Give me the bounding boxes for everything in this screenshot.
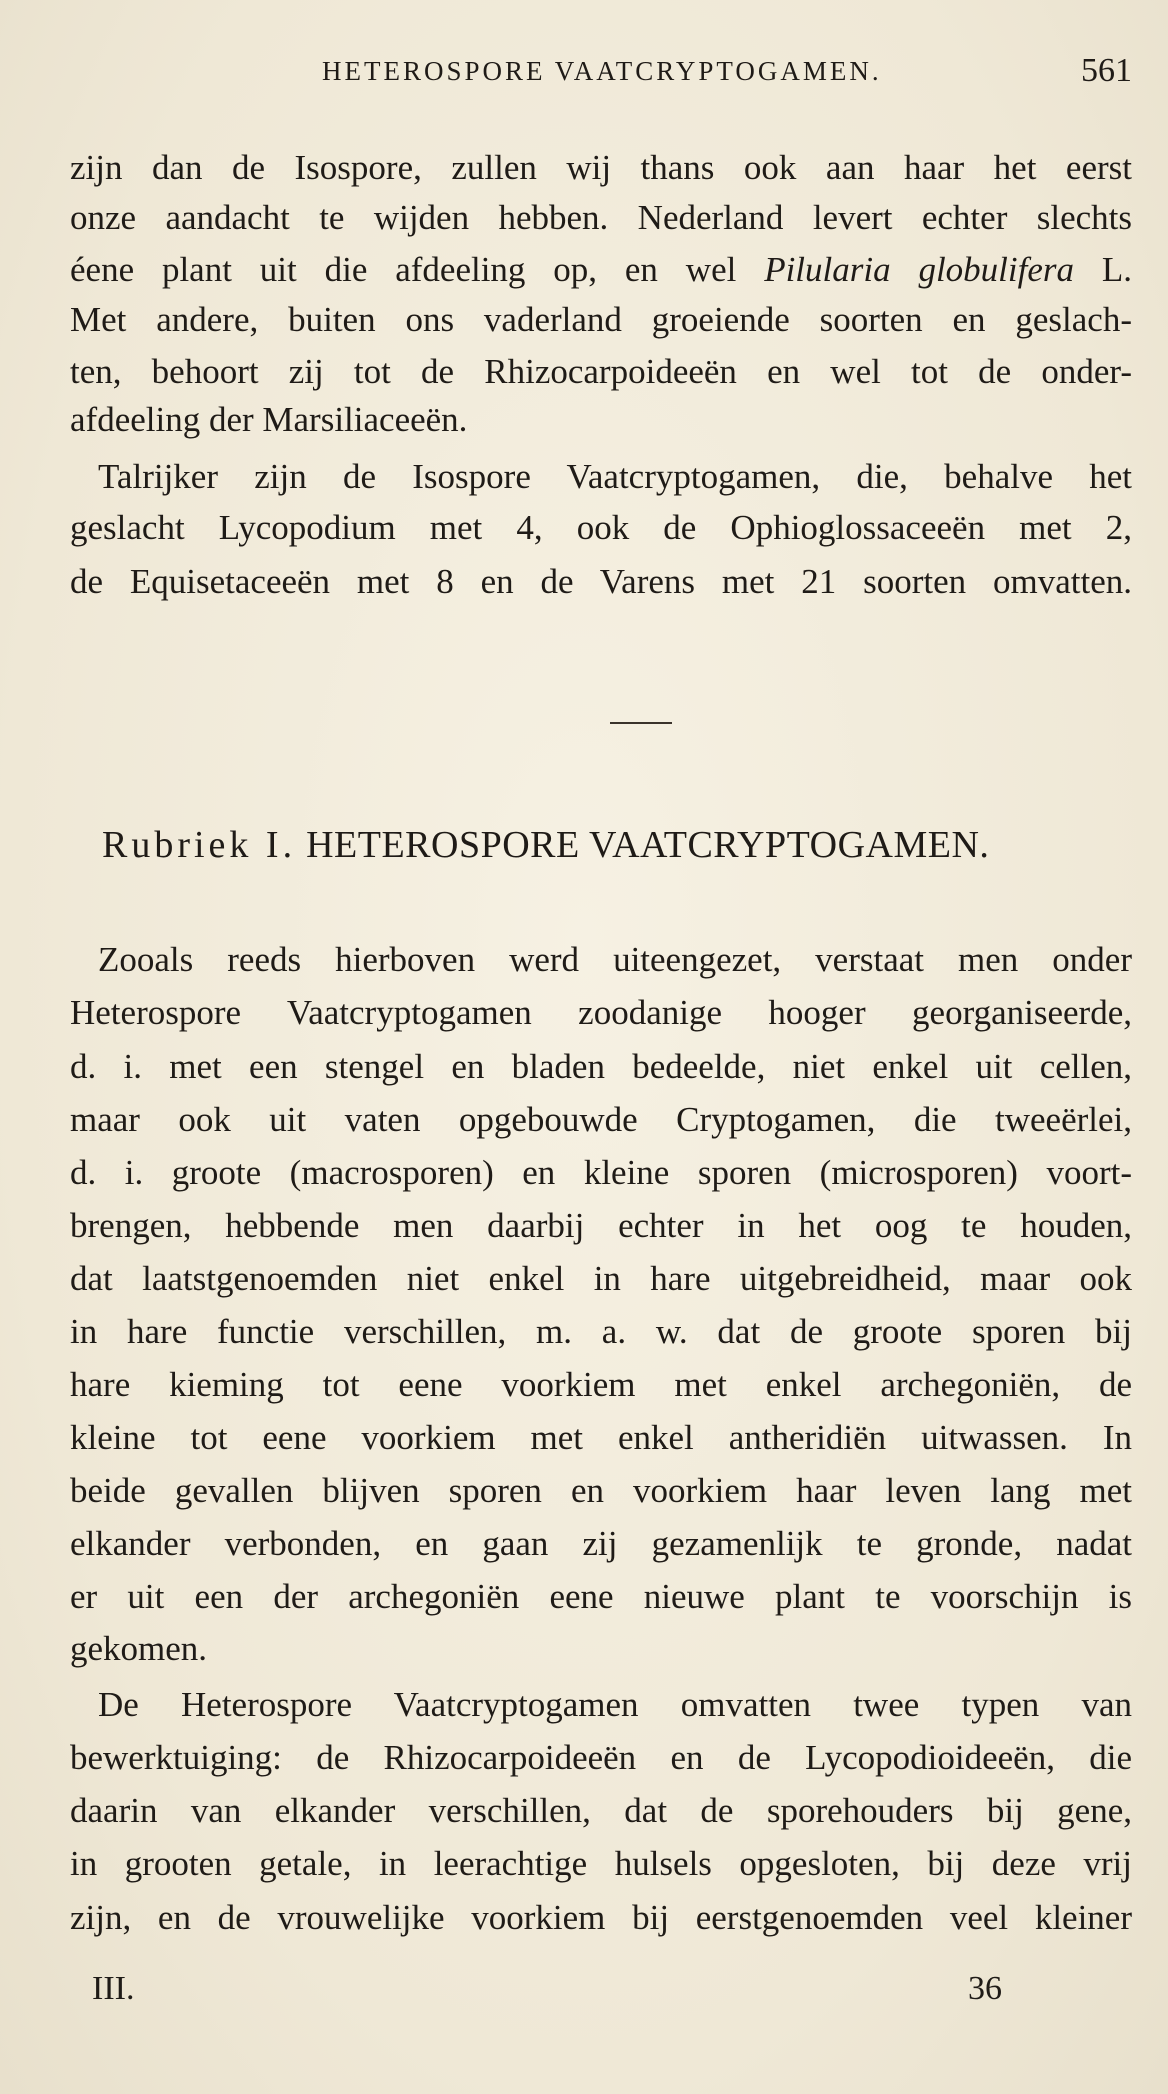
species-name: Pilularia globulifera <box>764 250 1074 289</box>
text-line: de Equisetaceeën met 8 en de Varens met 21 soorten omvatten. <box>70 562 1132 601</box>
text-line: brengen, hebbende men daarbij echter in het oog te houden, <box>70 1206 1132 1245</box>
text-line: er uit een der archegoniën eene nieuwe plant te voorschijn is <box>70 1577 1132 1616</box>
text-line: geslacht Lycopodium met 4, ook de Ophioglossaceeën met 2, <box>70 508 1132 547</box>
text-line: zijn, en de vrouwelijke voorkiem bij eerstgenoemden veel kleiner <box>70 1898 1132 1937</box>
volume-marker: III. <box>92 1970 135 2007</box>
text-line: onze aandacht te wijden hebben. Nederland levert echter slechts <box>70 198 1132 237</box>
heading-title: HETEROSPORE VAATCRYPTOGAMEN. <box>306 824 990 866</box>
text-line <box>70 248 1132 292</box>
text-line: dat laatstgenoemden niet enkel in hare uitgebreidheid, maar ook <box>70 1259 1132 1298</box>
page-number: 561 <box>1081 52 1132 89</box>
text-line: ten, behoort zij tot de Rhizocarpoideeën en wel tot de onder- <box>70 352 1132 391</box>
text-line: elkander verbonden, en gaan zij gezamenlijk te gronde, nadat <box>70 1524 1132 1563</box>
heading-lead: Rubriek I. <box>102 824 297 866</box>
text-line: zijn dan de Isospore, zullen wij thans ook aan haar het eerst <box>70 148 1132 187</box>
section-divider <box>610 722 672 724</box>
text-line: hare kieming tot eene voorkiem met enkel archegoniën, de <box>70 1365 1132 1404</box>
page-header <box>70 52 1132 98</box>
text-fragment: éene plant uit die afdeeling op, en wel <box>70 250 737 289</box>
text-line: afdeeling der Marsiliaceeën. <box>70 400 468 439</box>
text-line: Zooals reeds hierboven werd uiteengezet, verstaat men onder <box>98 940 1132 979</box>
text-line: daarin van elkander verschillen, dat de sporehouders bij gene, <box>70 1791 1132 1830</box>
running-head: HETEROSPORE VAATCRYPTOGAMEN. <box>322 56 882 86</box>
text-line: beide gevallen blijven sporen en voorkiem haar leven lang met <box>70 1471 1132 1510</box>
text-fragment: L. <box>1101 250 1132 289</box>
section-heading <box>102 821 1082 869</box>
text-line: in hare functie verschillen, m. a. w. dat de groote sporen bij <box>70 1312 1132 1351</box>
text-line: Heterospore Vaatcryptogamen zoodanige hooger georganiseerde, <box>70 993 1132 1032</box>
text-line: d. i. met een stengel en bladen bedeelde, niet enkel uit cellen, <box>70 1047 1132 1086</box>
text-line: d. i. groote (macrosporen) en kleine sporen (microsporen) voort- <box>70 1153 1132 1192</box>
text-line: gekomen. <box>70 1629 208 1668</box>
text-line: in grooten getale, in leerachtige hulsels opgesloten, bij deze vrij <box>70 1844 1132 1883</box>
text-line: Met andere, buiten ons vaderland groeiende soorten en geslach- <box>70 300 1132 339</box>
text-line: kleine tot eene voorkiem met enkel antheridiën uitwassen. In <box>70 1418 1132 1457</box>
text-line: bewerktuiging: de Rhizocarpoideeën en de Lycopodioideeën, die <box>70 1738 1132 1777</box>
text-line: De Heterospore Vaatcryptogamen omvatten twee typen van <box>98 1685 1132 1724</box>
signature-mark: 36 <box>968 1970 1002 2007</box>
text-line: Talrijker zijn de Isospore Vaatcryptogamen, die, behalve het <box>98 457 1132 496</box>
text-line: maar ook uit vaten opgebouwde Cryptogamen, die tweeërlei, <box>70 1100 1132 1139</box>
